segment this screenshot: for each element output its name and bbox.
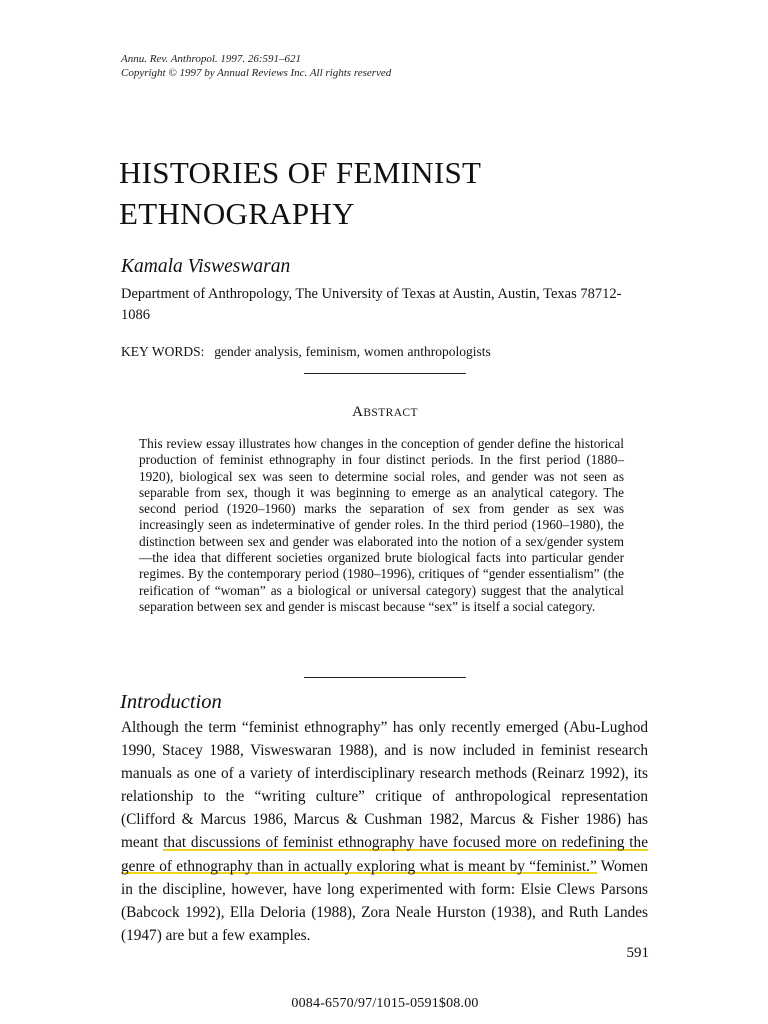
- author-affiliation: Department of Anthropology, The University of Texas at Austin, Austin, Texas 78712-1086: [121, 286, 622, 323]
- copyright-line: Copyright © 1997 by Annual Reviews Inc. All rights reserved: [121, 67, 392, 79]
- page-number: 591: [626, 945, 649, 961]
- article-title: [119, 152, 481, 234]
- introduction-paragraph: [121, 716, 648, 947]
- author-name: Kamala Visweswaran: [121, 256, 291, 277]
- abstract-heading-initial: A: [352, 404, 364, 420]
- keywords-line: [121, 344, 491, 360]
- journal-header: [121, 52, 391, 80]
- keywords-list: gender analysis, feminism, women anthropologists: [214, 344, 491, 359]
- journal-citation: Annu. Rev. Anthropol. 1997. 26:591–621: [121, 53, 302, 65]
- abstract-body: This review essay illustrates how changes in the conception of gender define the historical production of feminist ethnography in four distinct periods. In the first period (1880–1920), biological sex was seen to determine social roles, and gender was not seen as separable from sex, though it was beginning to emerge as an analytical category. The second period (1920–1960) marks the separation of sex from gender as sex was increasingly seen as indeterminative of gender roles. In the third period (1960–1980), the distinction between sex and gender was elaborated into the notion of a sex/gender system—the idea that different societies organized brute biological facts into particular gender regimes. By the contemporary period (1980–1996), critiques of “gender essentialism” (the reification of “woman” as a biological or universal category) suggest that the analytical separation between sex and gender is miscast because “sex” is itself a social category.: [139, 436, 624, 614]
- keywords-label: KEY WORDS:: [121, 344, 205, 359]
- highlighted-passage: that discussions of feminist ethnography have focused more on redefining the genre of ethnography than in actually exploring what is meant by “feminist.”: [121, 834, 648, 875]
- abstract-heading: [0, 404, 768, 421]
- abstract-heading-rest: BSTRACT: [363, 407, 418, 419]
- intro-text-after: Women in the discipline, however, have long experimented with form: Elsie Clews Parsons (Babcock 1992), Ella Deloria (1988), Zora Neale Hurston (1938), and Ruth Landes (1947) are but a few examples.: [121, 857, 648, 944]
- divider-bottom: [304, 677, 466, 678]
- title-line-2: ETHNOGRAPHY: [119, 196, 355, 231]
- title-line-1: HISTORIES OF FEMINIST: [119, 155, 482, 190]
- divider-top: [304, 373, 466, 374]
- footer-code: 0084-6570/97/1015-0591$08.00: [291, 996, 479, 1011]
- intro-text-before: Although the term “feminist ethnography” has only recently emerged (Abu-Lughod 1990, Stacey 1988, Visweswaran 1988), and is now included in feminist research manuals as one of a variety of interdisciplinary research methods (Reinarz 1992), its relationship to the “writing culture” critique of anthropological representation (Clifford & Marcus 1986, Marcus & Cushman 1982, Marcus & Fisher 1986) has meant: [121, 719, 648, 852]
- section-heading-introduction: Introduction: [120, 691, 222, 713]
